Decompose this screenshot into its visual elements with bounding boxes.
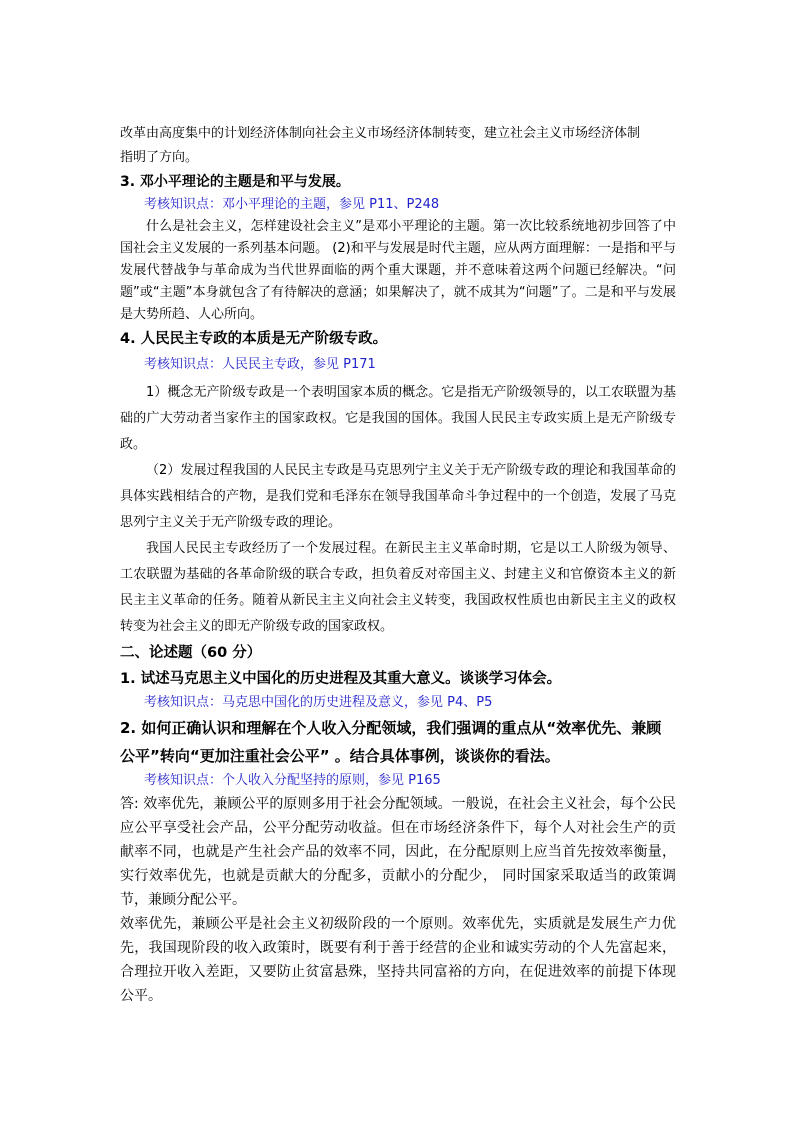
e2-answer-2: 效率优先，兼顾公平是社会主义初级阶段的一个原则。效率优先，实质就是发展生产力优先，我国现阶段的收入政策时，既要有利于善于经营的企业和诚实劳动的个人先富起来，合理拉开收入差距，又要防止贫富悬殊，坚持共同富裕的方向，在促进效率的前提下体现公平。	[120, 916, 676, 1004]
q4-knowledge-point: 考核知识点：人民民主专政，参见 P171	[144, 357, 376, 372]
intro-line-2: 指明了方向。	[120, 150, 199, 165]
e2-title: 2. 如何正确认识和理解在个人收入分配领域，我们强调的重点从“效率优先、兼顾公平”转向“更加注重社会公平” 。结合具体事例，谈谈你的看法。	[120, 719, 662, 765]
section2-title: 二、论述题（60 分）	[120, 645, 262, 661]
e2-answer-1: 答: 效率优先，兼顾公平的原则多用于社会分配领域。一般说，在社会主义社会，每个公民应公平享受社会产品，公平分配劳动收益。但在市场经济条件下，每个人对社会生产的贡献率不同，也就是产生社会产品的效率不同，因此，在分配原则上应当首先按效率衡量，实行效率优先，也就是贡献大的分配多，贡献小的分配少， 同时国家采取适当的政策调节，兼顾分配公平。	[120, 796, 676, 908]
e1-title: 1. 试述马克思主义中国化的历史进程及其重大意义。谈谈学习体会。	[120, 671, 562, 687]
e1-knowledge-point: 考核知识点：马克思中国化的历史进程及意义，参见 P4、P5	[144, 695, 493, 710]
q4-para-3: 我国人民民主专政经历了一个发展过程。在新民主主义革命时期，它是以工人阶级为领导、工农联盟为基础的各革命阶级的联合专政，担负着反对帝国主义、封建主义和官僚资本主义的新民主主义革命的任务。随着从新民主主义向社会主义转变，我国政权性质也由新民主主义的政权转变为社会主义的即无产阶级专政的国家政权。	[120, 541, 676, 634]
document-page	[120, 122, 676, 1008]
q4-para-1: 1）概念无产阶级专政是一个表明国家本质的概念。它是指无产阶级领导的，以工农联盟为基础的广大劳动者当家作主的国家政权。它是我国的国体。我国人民民主专政实质上是无产阶级专政。	[120, 385, 676, 452]
intro-line-1: 改革由高度集中的计划经济体制向社会主义市场经济体制转变，建立社会主义市场经济体制	[120, 126, 641, 141]
q3-body: 什么是社会主义，怎样建设社会主义”是邓小平理论的主题。第一次比较系统地初步回答了中国社会主义发展的一系列基本问题。 (2)和平与发展是时代主题，应从两方面理解：一是指和平与发展代替战争与革命成为当代世界面临的两个重大课题，并不意味着这两个问题已经解决。“问题”或“主题”本身就包含了有待解决的意涵；如果解决了，就不成其为“问题”了。二是和平与发展是大势所趋、人心所向。	[120, 219, 676, 322]
e2-knowledge-point: 考核知识点：个人收入分配坚持的原则，参见 P165	[144, 773, 441, 788]
q3-title: 3. 邓小平理论的主题是和平与发展。	[120, 174, 350, 190]
q4-title: 4. 人民民主专政的本质是无产阶级专政。	[120, 331, 388, 347]
q3-knowledge-point: 考核知识点：邓小平理论的主题，参见 P11、P248	[144, 197, 440, 212]
q4-para-2: （2）发展过程我国的人民民主专政是马克思列宁主义关于无产阶级专政的理论和我国革命的具体实践相结合的产物，是我们党和毛泽东在领导我国革命斗争过程中的一个创造，发展了马克思列宁主义关于无产阶级专政的理论。	[120, 463, 676, 530]
